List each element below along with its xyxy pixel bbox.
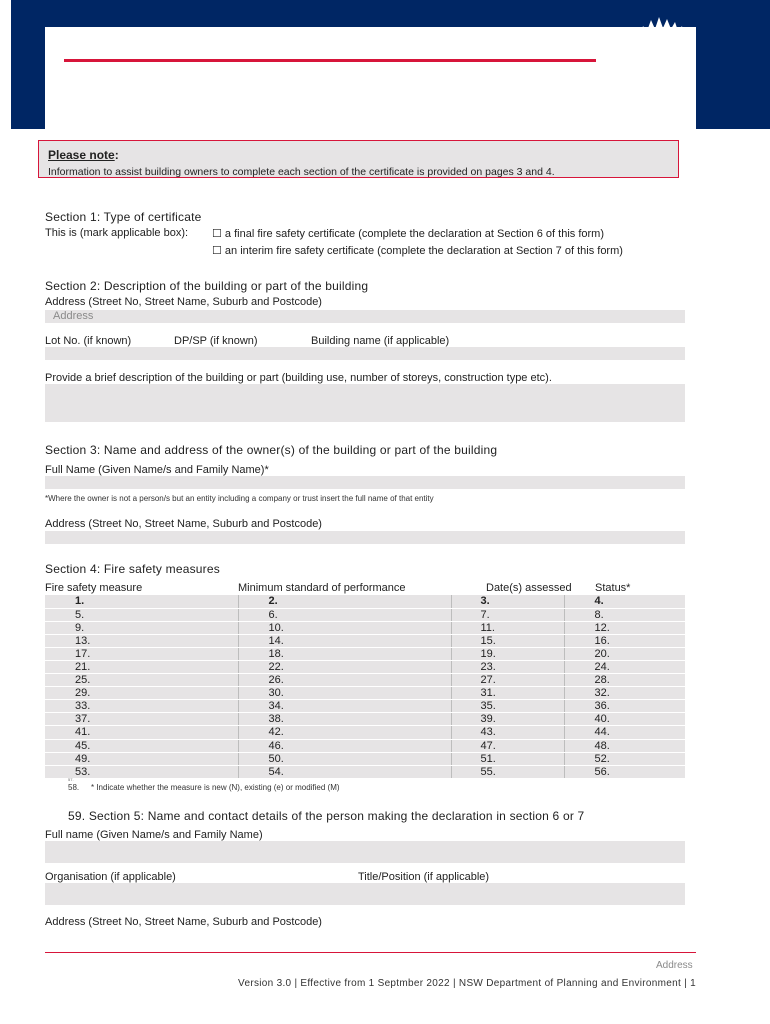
table-cell[interactable]: 9. — [45, 621, 238, 634]
table-cell[interactable]: 7. — [451, 608, 564, 621]
section1-title: Section 1: Type of certificate — [45, 210, 202, 224]
declarant-full-name-input[interactable] — [45, 841, 685, 863]
table-cell[interactable]: 28. — [564, 674, 685, 687]
table-cell[interactable]: 49. — [45, 752, 238, 765]
table-cell[interactable]: 26. — [238, 674, 451, 687]
footer-address-placeholder: Address — [656, 960, 693, 971]
table-row — [45, 660, 685, 673]
table-cell[interactable]: 53. — [45, 765, 238, 778]
lot-label: Lot No. (if known) — [45, 335, 132, 347]
table-cell[interactable]: 45. — [45, 739, 238, 752]
table-cell[interactable]: 48. — [564, 739, 685, 752]
table-cell[interactable]: 52. — [564, 752, 685, 765]
table-cell[interactable]: 22. — [238, 660, 451, 673]
owner-address-input[interactable] — [45, 531, 685, 544]
table-cell[interactable]: 20. — [564, 647, 685, 660]
table-cell[interactable]: 19. — [451, 647, 564, 660]
table-row — [45, 608, 685, 621]
table-cell[interactable]: 15. — [451, 634, 564, 647]
table-cell[interactable]: 3. — [451, 595, 564, 608]
table-row — [45, 700, 685, 713]
fire-safety-measures-table-body — [45, 595, 685, 778]
header-white-panel — [45, 27, 696, 130]
table-cell[interactable]: 23. — [451, 660, 564, 673]
table-cell[interactable]: 12. — [564, 621, 685, 634]
table-cell[interactable]: 33. — [45, 700, 238, 713]
table-cell[interactable]: 16. — [564, 634, 685, 647]
please-note-colon: : — [114, 148, 119, 162]
table-cell[interactable]: 13. — [45, 634, 238, 647]
header-minimum-standard: Minimum standard of performance — [238, 582, 406, 594]
table-cell[interactable]: 32. — [564, 687, 685, 700]
table-row — [45, 752, 685, 765]
table-cell[interactable]: 30. — [238, 687, 451, 700]
declarant-full-name-label: Full name (Given Name/s and Family Name) — [45, 829, 263, 841]
table-row — [45, 739, 685, 752]
table-cell[interactable]: 35. — [451, 700, 564, 713]
section2-address-label: Address (Street No, Street Name, Suburb and Postcode) — [45, 296, 322, 308]
table-cell[interactable]: 11. — [451, 621, 564, 634]
table-row — [45, 765, 685, 778]
table-cell[interactable]: 8. — [564, 608, 685, 621]
table-cell[interactable]: 5. — [45, 608, 238, 621]
section4-title: Section 4: Fire safety measures — [45, 562, 220, 576]
table-row — [45, 713, 685, 726]
table-cell[interactable]: 36. — [564, 700, 685, 713]
table-cell[interactable]: 46. — [238, 739, 451, 752]
table-cell[interactable]: 47. — [451, 739, 564, 752]
table-cell[interactable]: 41. — [45, 726, 238, 739]
table-cell[interactable]: 18. — [238, 647, 451, 660]
section2-title: Section 2: Description of the building or part of the building — [45, 279, 369, 293]
table-cell[interactable]: 43. — [451, 726, 564, 739]
owner-full-name-input[interactable] — [45, 476, 685, 489]
owner-full-name-label: Full Name (Given Name/s and Family Name)* — [45, 464, 269, 476]
table-cell[interactable]: 14. — [238, 634, 451, 647]
lot-dpsp-building-input[interactable] — [45, 347, 685, 360]
table-cell[interactable]: 25. — [45, 674, 238, 687]
table-cell[interactable]: 1. — [45, 595, 238, 608]
table-row — [45, 674, 685, 687]
header-status: Status* — [595, 582, 631, 594]
table-cell[interactable]: 6. — [238, 608, 451, 621]
table-cell[interactable]: 50. — [238, 752, 451, 765]
table-cell[interactable]: 2. — [238, 595, 451, 608]
please-note-title-text: Please note — [48, 148, 115, 162]
dpsp-label: DP/SP (if known) — [174, 335, 258, 347]
table-row — [45, 647, 685, 660]
organisation-label: Organisation (if applicable) — [45, 871, 176, 883]
table-row — [45, 595, 685, 608]
option-interim-checkbox[interactable]: ☐ an interim fire safety certificate (complete the declaration at Section 7 of this form) — [212, 245, 623, 257]
header-fire-safety-measure: Fire safety measure — [45, 582, 143, 594]
table-cell[interactable]: 51. — [451, 752, 564, 765]
table-cell[interactable]: 24. — [564, 660, 685, 673]
title-position-label: Title/Position (if applicable) — [358, 871, 490, 883]
table-cell[interactable]: 21. — [45, 660, 238, 673]
declarant-address-label: Address (Street No, Street Name, Suburb and Postcode) — [45, 916, 322, 928]
header-red-rule — [64, 59, 596, 62]
table-cell[interactable]: 10. — [238, 621, 451, 634]
table-cell[interactable]: 39. — [451, 713, 564, 726]
table-cell[interactable]: 4. — [564, 595, 685, 608]
table-cell[interactable]: 38. — [238, 713, 451, 726]
owner-address-label: Address (Street No, Street Name, Suburb and Postcode) — [45, 518, 322, 530]
table-cell[interactable]: 31. — [451, 687, 564, 700]
header-dates-assessed: Date(s) assessed — [486, 582, 572, 594]
fire-safety-measures-table — [45, 595, 685, 779]
table-cell[interactable]: 27. — [451, 674, 564, 687]
table-cell[interactable]: 37. — [45, 713, 238, 726]
table-cell[interactable]: 55. — [451, 765, 564, 778]
table-row — [45, 726, 685, 739]
table-cell[interactable]: 54. — [238, 765, 451, 778]
table-cell[interactable]: 17. — [45, 647, 238, 660]
table-cell[interactable]: 44. — [564, 726, 685, 739]
waratah-logo-icon — [634, 14, 690, 36]
section5-title: 59. Section 5: Name and contact details of the person making the declaration in section 6 or 7 — [68, 809, 585, 823]
footer-version-text: Version 3.0 | Effective from 1 Septmber 2022 | NSW Department of Planning and Environment | 1 — [238, 978, 696, 989]
description-label: Provide a brief description of the building or part (building use, number of storeys, construction type etc). — [45, 372, 552, 384]
section2-address-placeholder: Address — [53, 310, 94, 322]
table-row — [45, 634, 685, 647]
footnote-number: 58. — [68, 783, 80, 792]
table-row — [45, 621, 685, 634]
owner-note: *Where the owner is not a person/s but an entity including a company or trust insert the full name of that entity — [45, 494, 434, 503]
table-cell[interactable]: 29. — [45, 687, 238, 700]
option-final-checkbox[interactable]: ☐ a final fire safety certificate (complete the declaration at Section 6 of this form) — [212, 228, 604, 240]
table-cell[interactable]: 34. — [238, 700, 451, 713]
organisation-title-input[interactable] — [45, 883, 685, 905]
footer-red-rule — [45, 952, 696, 953]
building-name-label: Building name (if applicable) — [311, 335, 450, 347]
table-tiny-marks: 57. — [68, 777, 74, 782]
section2-address-input[interactable] — [45, 310, 685, 323]
section1-mark-label: This is (mark applicable box): — [45, 227, 189, 239]
table-cell[interactable]: 56. — [564, 765, 685, 778]
table-cell[interactable]: 42. — [238, 726, 451, 739]
status-footnote: * Indicate whether the measure is new (N), existing (e) or modified (M) — [91, 783, 340, 792]
table-cell[interactable]: 40. — [564, 713, 685, 726]
description-input[interactable] — [45, 384, 685, 422]
please-note-text: Information to assist building owners to complete each section of the certificate is provided on pages 3 and 4. — [48, 166, 555, 178]
please-note-title — [48, 148, 119, 162]
section3-title: Section 3: Name and address of the owner(s) of the building or part of the building — [45, 443, 498, 457]
table-row — [45, 687, 685, 700]
